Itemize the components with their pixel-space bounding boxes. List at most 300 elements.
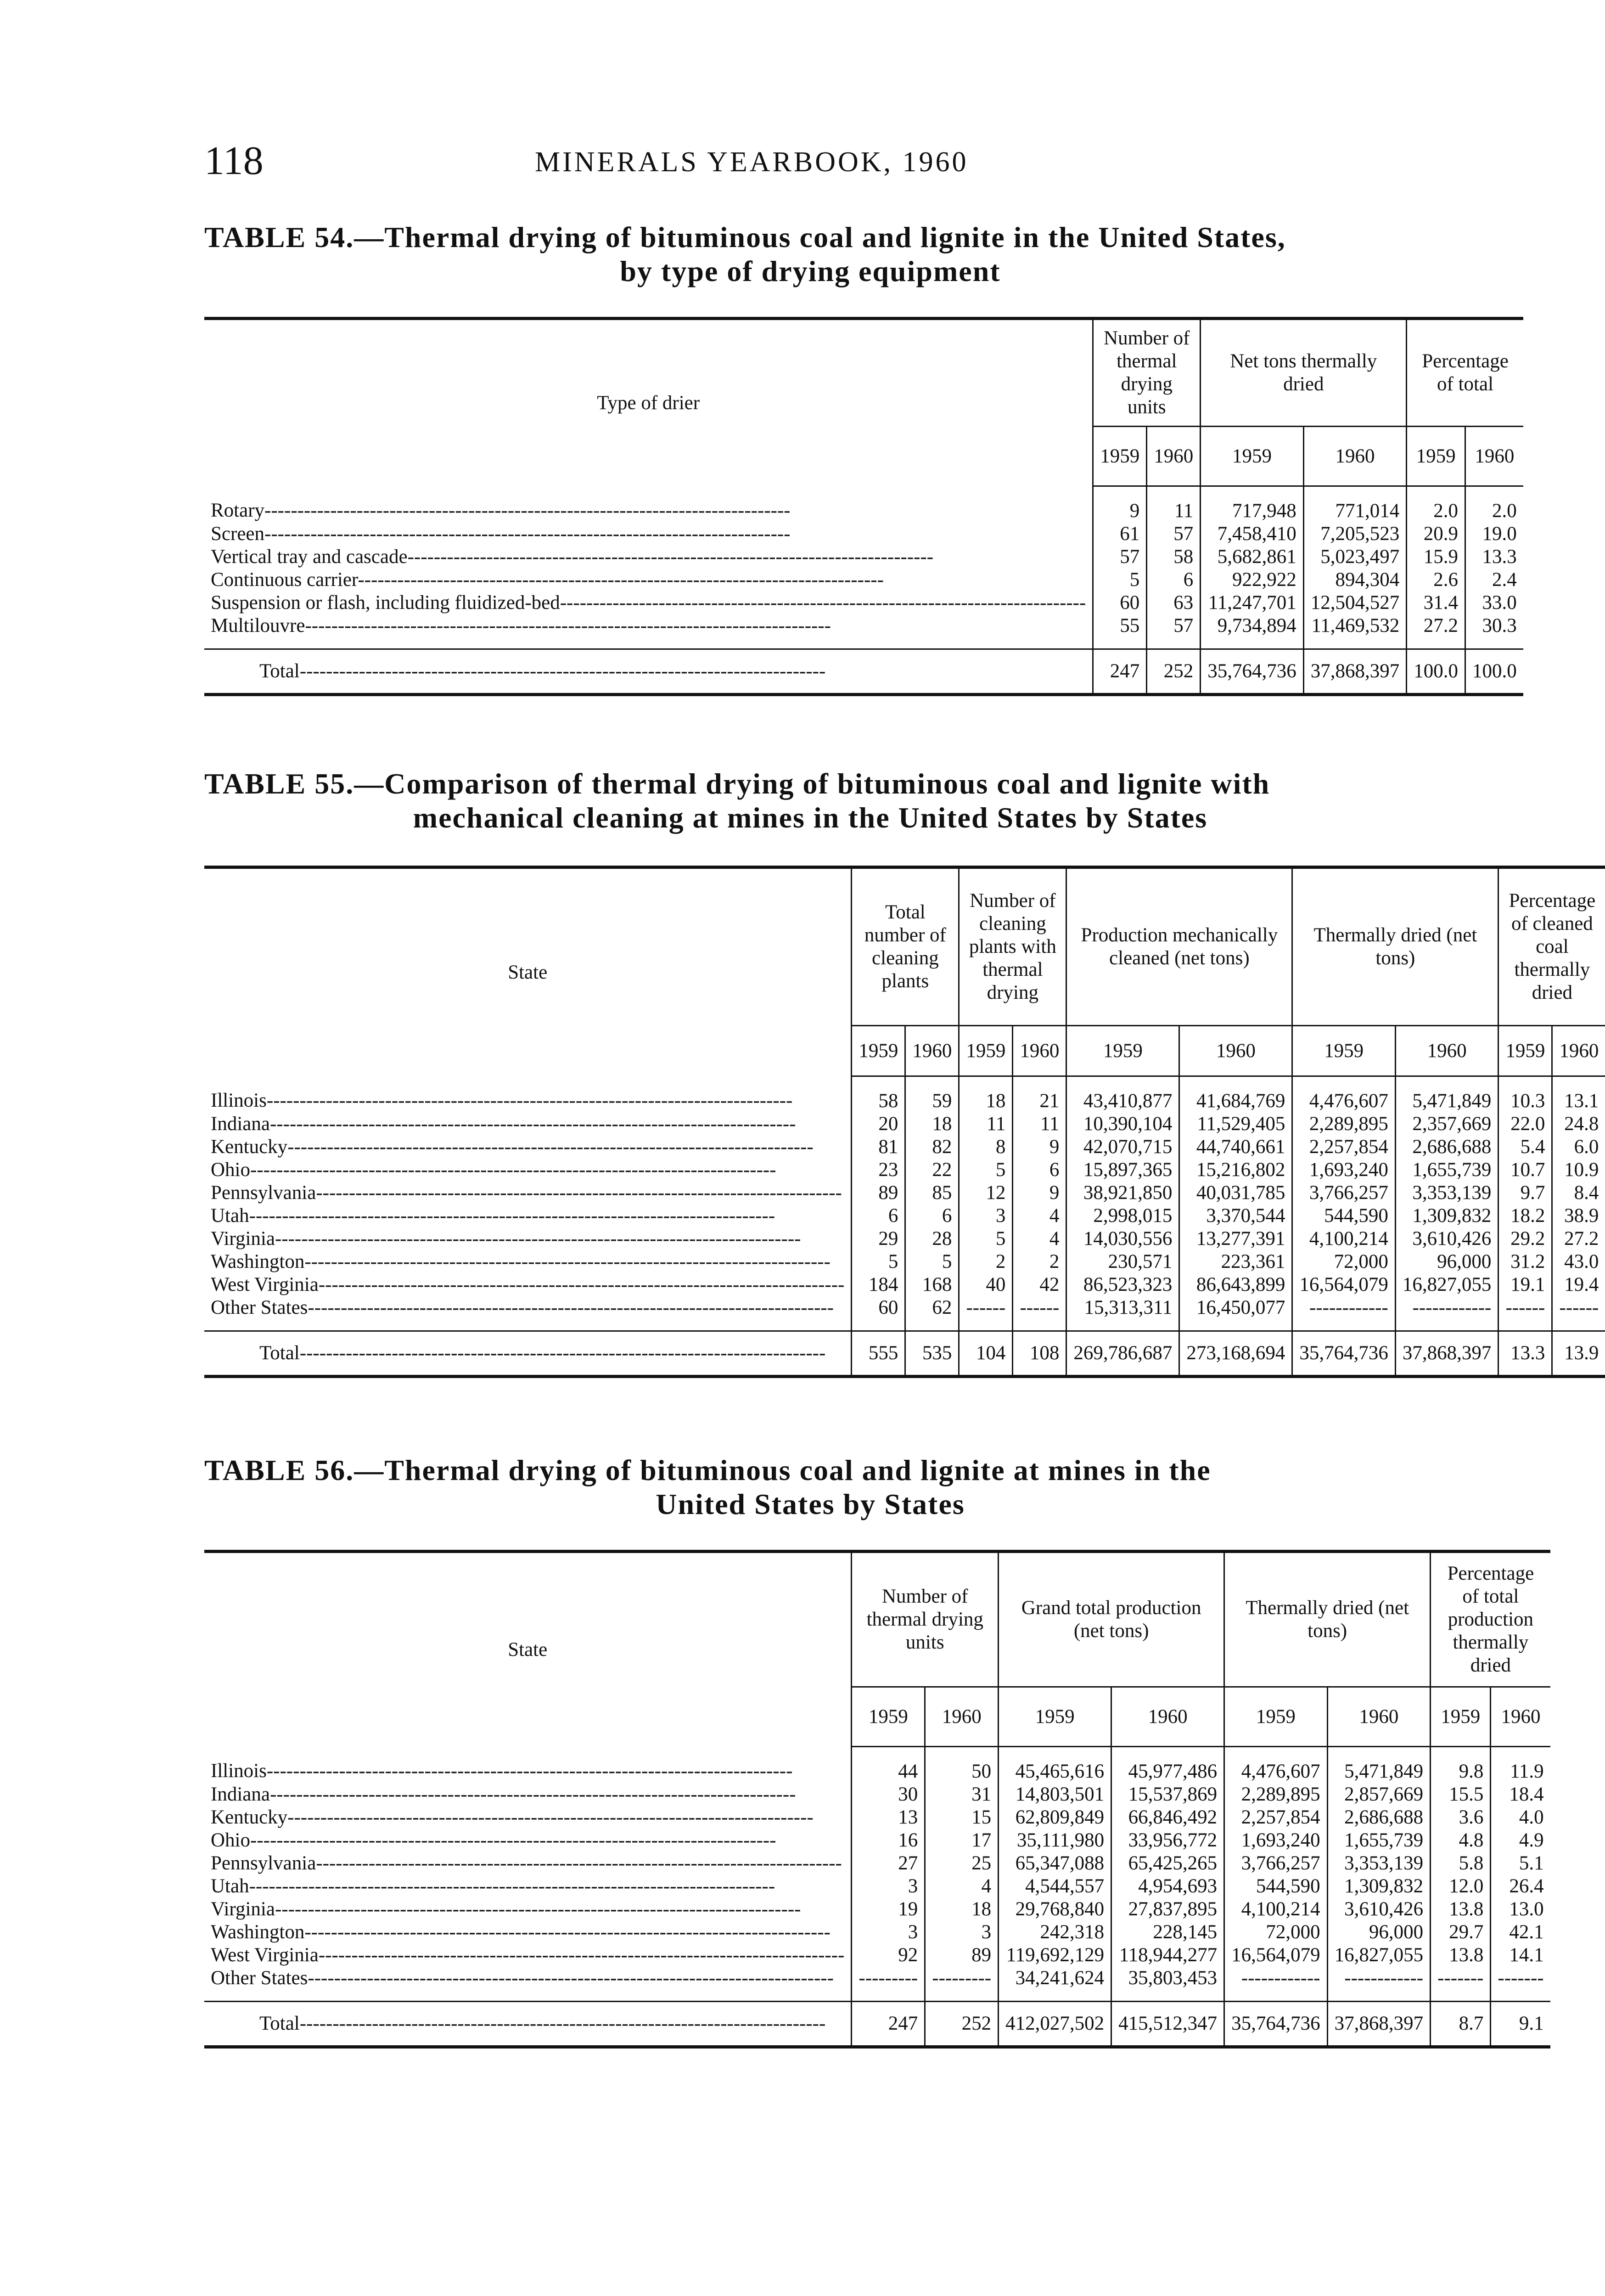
cell-value: 2,257,854 [1292,1136,1396,1159]
cell-value: 4.9 [1519,1829,1544,1851]
table-row [204,1113,1605,1136]
cell-value: 66,846,492 [1111,1806,1224,1829]
cell-value: 252 [925,2002,999,2047]
year-1959: 1959 [1292,1026,1396,1076]
cell-value: 3,353,139 [1395,1182,1498,1204]
leader-dots: -------------------------------------------------------------------------------- [316,1182,842,1204]
table-row [204,1875,1550,1898]
cell-value: 4.0 [1519,1806,1544,1828]
cell-value: 18.2 [1498,1204,1552,1227]
cell-value: 85 [905,1182,959,1204]
row-label: Indiana-------------------------------------------------------------------------------- [204,1783,852,1806]
cell-value: 11 [1013,1113,1066,1136]
cell-value: 28 [905,1227,959,1250]
table-row [204,523,1523,546]
leader-dots: -------------------------------------------------------------------------------- [249,1875,775,1897]
cell-value: 86,643,899 [1179,1273,1292,1296]
row-label: Ohio-------------------------------------------------------------------------------- [204,1829,852,1852]
caption-line-2: mechanical cleaning at mines in the United States by States [413,801,1208,834]
row-label: Continuous carrier-------------------------------------------------------------------------------- [204,568,1093,591]
caption-line-1: TABLE 55.—Comparison of thermal drying of bituminous coal and lignite with [204,767,1270,800]
cell-value: ------ [1559,1297,1599,1318]
cell-value: 12.0 [1431,1875,1491,1898]
cell-value: 58 [1147,546,1201,568]
cell-value: 3,766,257 [1292,1182,1396,1204]
cell-value: 4,476,607 [1292,1076,1396,1113]
row-label: Indiana-------------------------------------------------------------------------------- [204,1113,852,1136]
cell-value: 6.0 [1574,1136,1599,1158]
leader-dots: -------------------------------------------------------------------------------- [287,1136,814,1158]
cell-value: 894,304 [1303,568,1407,591]
table-56-caption [204,1453,1416,1521]
cell-value: 4 [1013,1227,1066,1250]
caption-line-2: United States by States [656,1488,965,1520]
cell-value: 242,318 [999,1921,1111,1944]
cell-value: 27,837,895 [1111,1898,1224,1921]
cell-value: 5 [852,1250,905,1273]
page-number: 118 [204,139,264,183]
cell-value: 14,030,556 [1066,1227,1179,1250]
leader-dots: -------------------------------------------------------------------------------- [266,1090,793,1112]
row-label: Kentucky-------------------------------------------------------------------------------- [204,1136,852,1159]
header-pct: Percentage of total [1407,319,1523,427]
cell-value: 5,471,849 [1395,1076,1498,1113]
leader-dots: -------------------------------------------------------------------------------- [560,592,1086,613]
cell-value: 27.2 [1407,614,1465,649]
cell-value: ------- [1431,1967,1491,2002]
row-label: Utah-------------------------------------------------------------------------------- [204,1875,852,1898]
year-1959: 1959 [1431,1687,1491,1747]
cell-value: 2 [1013,1250,1066,1273]
table-row [204,1076,1605,1113]
cell-value: 89 [925,1944,999,1967]
cell-value: 62,809,849 [999,1806,1111,1829]
row-label: Vertical tray and cascade-------------------------------------------------------------------------------- [204,546,1093,568]
cell-value: 22 [905,1159,959,1182]
cell-value: 15.5 [1431,1783,1491,1806]
cell-value: 1,655,739 [1395,1159,1498,1182]
row-label: West Virginia-------------------------------------------------------------------------------- [204,1944,852,1967]
year-1960: 1960 [1147,427,1201,486]
year-1959: 1959 [1201,427,1304,486]
caption-line-1: TABLE 56.—Thermal drying of bituminous coal and lignite at mines in the [204,1454,1211,1486]
cell-value: 16,827,055 [1395,1273,1498,1296]
leader-dots: -------------------------------------------------------------------------------- [305,615,831,636]
cell-value: ------------ [1292,1296,1396,1331]
cell-value: 23 [852,1159,905,1182]
cell-value: ------ [1498,1296,1552,1331]
cell-value: 11,247,701 [1201,591,1304,614]
cell-value: 6 [905,1204,959,1227]
cell-value: 42,070,715 [1066,1136,1179,1159]
cell-value: 61 [1093,523,1147,546]
cell-value: 57 [1093,546,1147,568]
caption-line-1: TABLE 54.—Thermal drying of bituminous coal and lignite in the United States, [204,221,1286,253]
table-row [204,1898,1550,1921]
table-row [204,546,1523,568]
cell-value: 19.1 [1498,1273,1552,1296]
cell-value: 19.4 [1564,1274,1599,1295]
cell-value: 5,023,497 [1303,546,1407,568]
cell-value: 269,786,687 [1066,1331,1179,1377]
row-label: Screen-------------------------------------------------------------------------------- [204,523,1093,546]
header-plants-drying: Number of cleaning plants with thermal drying [959,867,1066,1026]
table-row [204,1182,1605,1204]
cell-value: 108 [1013,1331,1066,1377]
leader-dots: -------------------------------------------------------------------------------- [299,660,826,682]
table-row [204,614,1523,649]
cell-value: 82 [905,1136,959,1159]
table-54 [204,317,1523,696]
cell-value: 9.1 [1491,2002,1550,2047]
table-54-caption [204,220,1416,288]
cell-value: 12,504,527 [1303,591,1407,614]
leader-dots: -------------------------------------------------------------------------------- [287,1806,814,1828]
cell-value: 24.8 [1564,1113,1599,1135]
cell-value: 5 [1093,568,1147,591]
cell-value: 415,512,347 [1111,2002,1224,2047]
year-1960: 1960 [1552,1026,1605,1076]
cell-value: 273,168,694 [1179,1331,1292,1377]
cell-value: 3,766,257 [1224,1852,1328,1875]
leader-dots: -------------------------------------------------------------------------------- [250,1829,776,1851]
cell-value: 11,469,532 [1303,614,1407,649]
cell-value: 38,921,850 [1066,1182,1179,1204]
year-1959: 1959 [852,1026,905,1076]
cell-value: 11.9 [1510,1761,1544,1782]
table-row [204,1921,1550,1944]
total-row [204,649,1523,695]
cell-value: 5 [905,1250,959,1273]
year-1960: 1960 [1013,1026,1066,1076]
cell-value: 2.0 [1492,500,1517,522]
cell-value: 30.3 [1482,615,1517,636]
leader-dots: -------------------------------------------------------------------------------- [318,1274,845,1295]
cell-value: 9,734,894 [1201,614,1304,649]
row-label: Virginia-------------------------------------------------------------------------------- [204,1898,852,1921]
cell-value: 30 [852,1783,925,1806]
row-label: Virginia-------------------------------------------------------------------------------- [204,1227,852,1250]
cell-value: 9 [1013,1136,1066,1159]
cell-value: 2,686,688 [1327,1806,1431,1829]
cell-value: 13.9 [1552,1331,1605,1377]
leader-dots: -------------------------------------------------------------------------------- [299,1342,826,1364]
cell-value: 3.6 [1431,1806,1491,1829]
cell-value: 16,564,079 [1224,1944,1328,1967]
header-total-plants: Total number of cleaning plants [852,867,959,1026]
cell-value: 44 [852,1747,925,1784]
table-row [204,1250,1605,1273]
table-row [204,568,1523,591]
cell-value: 2,857,669 [1327,1783,1431,1806]
cell-value: 555 [852,1331,905,1377]
cell-value: 544,590 [1292,1204,1396,1227]
row-label: Other States-------------------------------------------------------------------------------- [204,1967,852,2002]
cell-value: 223,361 [1179,1250,1292,1273]
leader-dots: -------------------------------------------------------------------------------- [308,1297,834,1318]
table-row [204,1204,1605,1227]
cell-value: 2,357,669 [1395,1113,1498,1136]
cell-value: 6 [1013,1159,1066,1182]
cell-value: 5 [959,1227,1013,1250]
cell-value: 4,100,214 [1292,1227,1396,1250]
cell-value: 4.8 [1431,1829,1491,1852]
cell-value: 12 [959,1182,1013,1204]
cell-value: 55 [1093,614,1147,649]
cell-value: 96,000 [1327,1921,1431,1944]
cell-value: 96,000 [1395,1250,1498,1273]
cell-value: 18.4 [1509,1784,1544,1805]
cell-value: 27.2 [1564,1228,1599,1249]
row-label: Ohio-------------------------------------------------------------------------------- [204,1159,852,1182]
cell-value: 8 [959,1136,1013,1159]
cell-value: 26.4 [1509,1875,1544,1897]
cell-value: 72,000 [1292,1250,1396,1273]
leader-dots: -------------------------------------------------------------------------------- [266,1760,793,1782]
cell-value: 6 [852,1204,905,1227]
cell-value: 86,523,323 [1066,1273,1179,1296]
cell-value: 35,803,453 [1111,1967,1224,2002]
cell-value: 100.0 [1407,649,1465,695]
cell-value: 31.2 [1498,1250,1552,1273]
cell-value: 5,682,861 [1201,546,1304,568]
leader-dots: -------------------------------------------------------------------------------- [407,546,934,568]
cell-value: 35,764,736 [1292,1331,1396,1377]
header-dried: Thermally dried (net tons) [1224,1552,1431,1687]
cell-value: 2,289,895 [1292,1113,1396,1136]
cell-value: 13.8 [1431,1898,1491,1921]
leader-dots: -------------------------------------------------------------------------------- [299,2013,826,2034]
table-55-caption [204,767,1416,835]
cell-value: 247 [1093,649,1147,695]
total-row [204,2002,1550,2047]
cell-value: 6 [1147,568,1201,591]
cell-value: 62 [905,1296,959,1331]
cell-value: 81 [852,1136,905,1159]
table-row [204,1136,1605,1159]
leader-dots: -------------------------------------------------------------------------------- [269,1113,796,1135]
row-label: Washington-------------------------------------------------------------------------------- [204,1921,852,1944]
cell-value: 22.0 [1498,1113,1552,1136]
cell-value: 9.7 [1498,1182,1552,1204]
cell-value: 33,956,772 [1111,1829,1224,1852]
cell-value: 13 [852,1806,925,1829]
leader-dots: -------------------------------------------------------------------------------- [249,1205,775,1227]
cell-value: 2,998,015 [1066,1204,1179,1227]
running-title: MINERALS YEARBOOK, 1960 [535,146,969,178]
cell-value: 14,803,501 [999,1783,1111,1806]
cell-value: 20.9 [1407,523,1465,546]
header-tons: Net tons thermally dried [1201,319,1407,427]
cell-value: 9.8 [1431,1747,1491,1784]
cell-value: 13.3 [1498,1331,1552,1377]
cell-value: 8.7 [1431,2002,1491,2047]
table-55 [204,866,1605,1378]
cell-value: 33.0 [1482,592,1517,613]
cell-value: 100.0 [1465,649,1523,695]
cell-value: 771,014 [1303,486,1407,523]
cell-value: 4 [925,1875,999,1898]
leader-dots: -------------------------------------------------------------------------------- [316,1852,842,1874]
cell-value: 119,692,129 [999,1944,1111,1967]
cell-value: 43,410,877 [1066,1076,1179,1113]
cell-value: 544,590 [1224,1875,1328,1898]
cell-value: 2,686,688 [1395,1136,1498,1159]
cell-value: 13.0 [1509,1898,1544,1920]
row-label: Washington-------------------------------------------------------------------------------- [204,1250,852,1273]
cell-value: 922,922 [1201,568,1304,591]
cell-value: 3 [852,1921,925,1944]
cell-value: 4,100,214 [1224,1898,1328,1921]
cell-value: 14.1 [1509,1944,1544,1966]
cell-value: 20 [852,1113,905,1136]
cell-value: 7,205,523 [1303,523,1407,546]
header-pct: Percentage of cleaned coal thermally dried [1498,867,1605,1026]
table-row [204,591,1523,614]
cell-value: 9 [1013,1182,1066,1204]
cell-value: 59 [905,1076,959,1113]
cell-value: 45,465,616 [999,1747,1111,1784]
cell-value: 63 [1147,591,1201,614]
cell-value: 16,564,079 [1292,1273,1396,1296]
cell-value: 18 [959,1076,1013,1113]
cell-value: 15,537,869 [1111,1783,1224,1806]
cell-value: 10.7 [1498,1159,1552,1182]
table-54-body [204,486,1523,695]
leader-dots: -------------------------------------------------------------------------------- [358,569,884,591]
cell-value: 247 [852,2002,925,2047]
cell-value: 5 [959,1159,1013,1182]
cell-value: 19.0 [1482,523,1517,545]
year-1959: 1959 [852,1687,925,1747]
year-1960: 1960 [1303,427,1407,486]
cell-value: 31.4 [1407,591,1465,614]
cell-value: 3,370,544 [1179,1204,1292,1227]
cell-value: 104 [959,1331,1013,1377]
cell-value: 15,313,311 [1066,1296,1179,1331]
cell-value: 25 [925,1852,999,1875]
cell-value: 2.6 [1407,568,1465,591]
cell-value: 252 [1147,649,1201,695]
year-1959: 1959 [1498,1026,1552,1076]
row-label: Kentucky-------------------------------------------------------------------------------- [204,1806,852,1829]
table-row [204,1296,1605,1331]
cell-value: ------------ [1327,1967,1431,2002]
header-production: Production mechanically cleaned (net tons) [1066,867,1292,1026]
header-production: Grand total production (net tons) [999,1552,1224,1687]
year-1959: 1959 [1066,1026,1179,1076]
table-56-body [204,1747,1550,2047]
cell-value: 40,031,785 [1179,1182,1292,1204]
leader-dots: -------------------------------------------------------------------------------- [269,1784,796,1805]
cell-value: 10.3 [1498,1076,1552,1113]
leader-dots: -------------------------------------------------------------------------------- [304,1251,831,1272]
cell-value: 184 [852,1273,905,1296]
year-1960: 1960 [1491,1687,1550,1747]
cell-value: 35,111,980 [999,1829,1111,1852]
cell-value: 16 [852,1829,925,1852]
year-1959: 1959 [959,1026,1013,1076]
row-label: Illinois-------------------------------------------------------------------------------- [204,1747,852,1784]
cell-value: 45,977,486 [1111,1747,1224,1784]
table-row [204,1783,1550,1806]
cell-value: 42 [1013,1273,1066,1296]
cell-value: 37,868,397 [1327,2002,1431,2047]
cell-value: 5,471,849 [1327,1747,1431,1784]
cell-value: 228,145 [1111,1921,1224,1944]
cell-value: 1,309,832 [1327,1875,1431,1898]
leader-dots: -------------------------------------------------------------------------------- [250,1159,776,1181]
cell-value: 2,289,895 [1224,1783,1328,1806]
total-row [204,1331,1605,1377]
cell-value: 412,027,502 [999,2002,1111,2047]
table-row [204,1829,1550,1852]
header-dried: Thermally dried (net tons) [1292,867,1498,1026]
header-units: Number of thermal drying units [852,1552,999,1687]
leader-dots: -------------------------------------------------------------------------------- [264,500,791,522]
cell-value: 1,309,832 [1395,1204,1498,1227]
cell-value: 1,693,240 [1292,1159,1396,1182]
leader-dots: -------------------------------------------------------------------------------- [304,1921,831,1943]
cell-value: 13.3 [1482,546,1517,568]
cell-value: 230,571 [1066,1250,1179,1273]
cell-value: 65,425,265 [1111,1852,1224,1875]
year-1959: 1959 [1224,1687,1328,1747]
cell-value: 118,944,277 [1111,1944,1224,1967]
row-label: Total-------------------------------------------------------------------------------- [204,1331,852,1377]
table-56 [204,1550,1550,2048]
cell-value: 168 [905,1273,959,1296]
cell-value: ------------ [1224,1967,1328,2002]
table-row [204,1159,1605,1182]
cell-value: --------- [852,1967,925,2002]
cell-value: 21 [1013,1076,1066,1113]
cell-value: 15.9 [1407,546,1465,568]
row-label: Utah-------------------------------------------------------------------------------- [204,1204,852,1227]
cell-value: 4,544,557 [999,1875,1111,1898]
cell-value: 27 [852,1852,925,1875]
cell-value: 717,948 [1201,486,1304,523]
cell-value: 15,216,802 [1179,1159,1292,1182]
cell-value: 5.8 [1431,1852,1491,1875]
row-label: Other States-------------------------------------------------------------------------------- [204,1296,852,1331]
cell-value: 2.0 [1407,486,1465,523]
row-label: West Virginia-------------------------------------------------------------------------------- [204,1273,852,1296]
year-1960: 1960 [925,1687,999,1747]
cell-value: 10,390,104 [1066,1113,1179,1136]
year-1960: 1960 [1327,1687,1431,1747]
cell-value: 58 [852,1076,905,1113]
cell-value: ------------ [1395,1296,1498,1331]
cell-value: 10.9 [1564,1159,1599,1181]
cell-value: 3 [925,1921,999,1944]
table-row [204,1944,1550,1967]
cell-value: 44,740,661 [1179,1136,1292,1159]
cell-value: 15 [925,1806,999,1829]
cell-value: 11 [959,1113,1013,1136]
header-units: Number of thermal drying units [1093,319,1201,427]
cell-value: 29.7 [1431,1921,1491,1944]
cell-value: ------ [1013,1296,1066,1331]
cell-value: 29 [852,1227,905,1250]
header-state: State [204,867,852,1076]
year-1959: 1959 [1407,427,1465,486]
table-row [204,1747,1550,1784]
cell-value: ------- [1498,1967,1544,1989]
cell-value: --------- [925,1967,999,2002]
cell-value: 2,257,854 [1224,1806,1328,1829]
cell-value: 92 [852,1944,925,1967]
